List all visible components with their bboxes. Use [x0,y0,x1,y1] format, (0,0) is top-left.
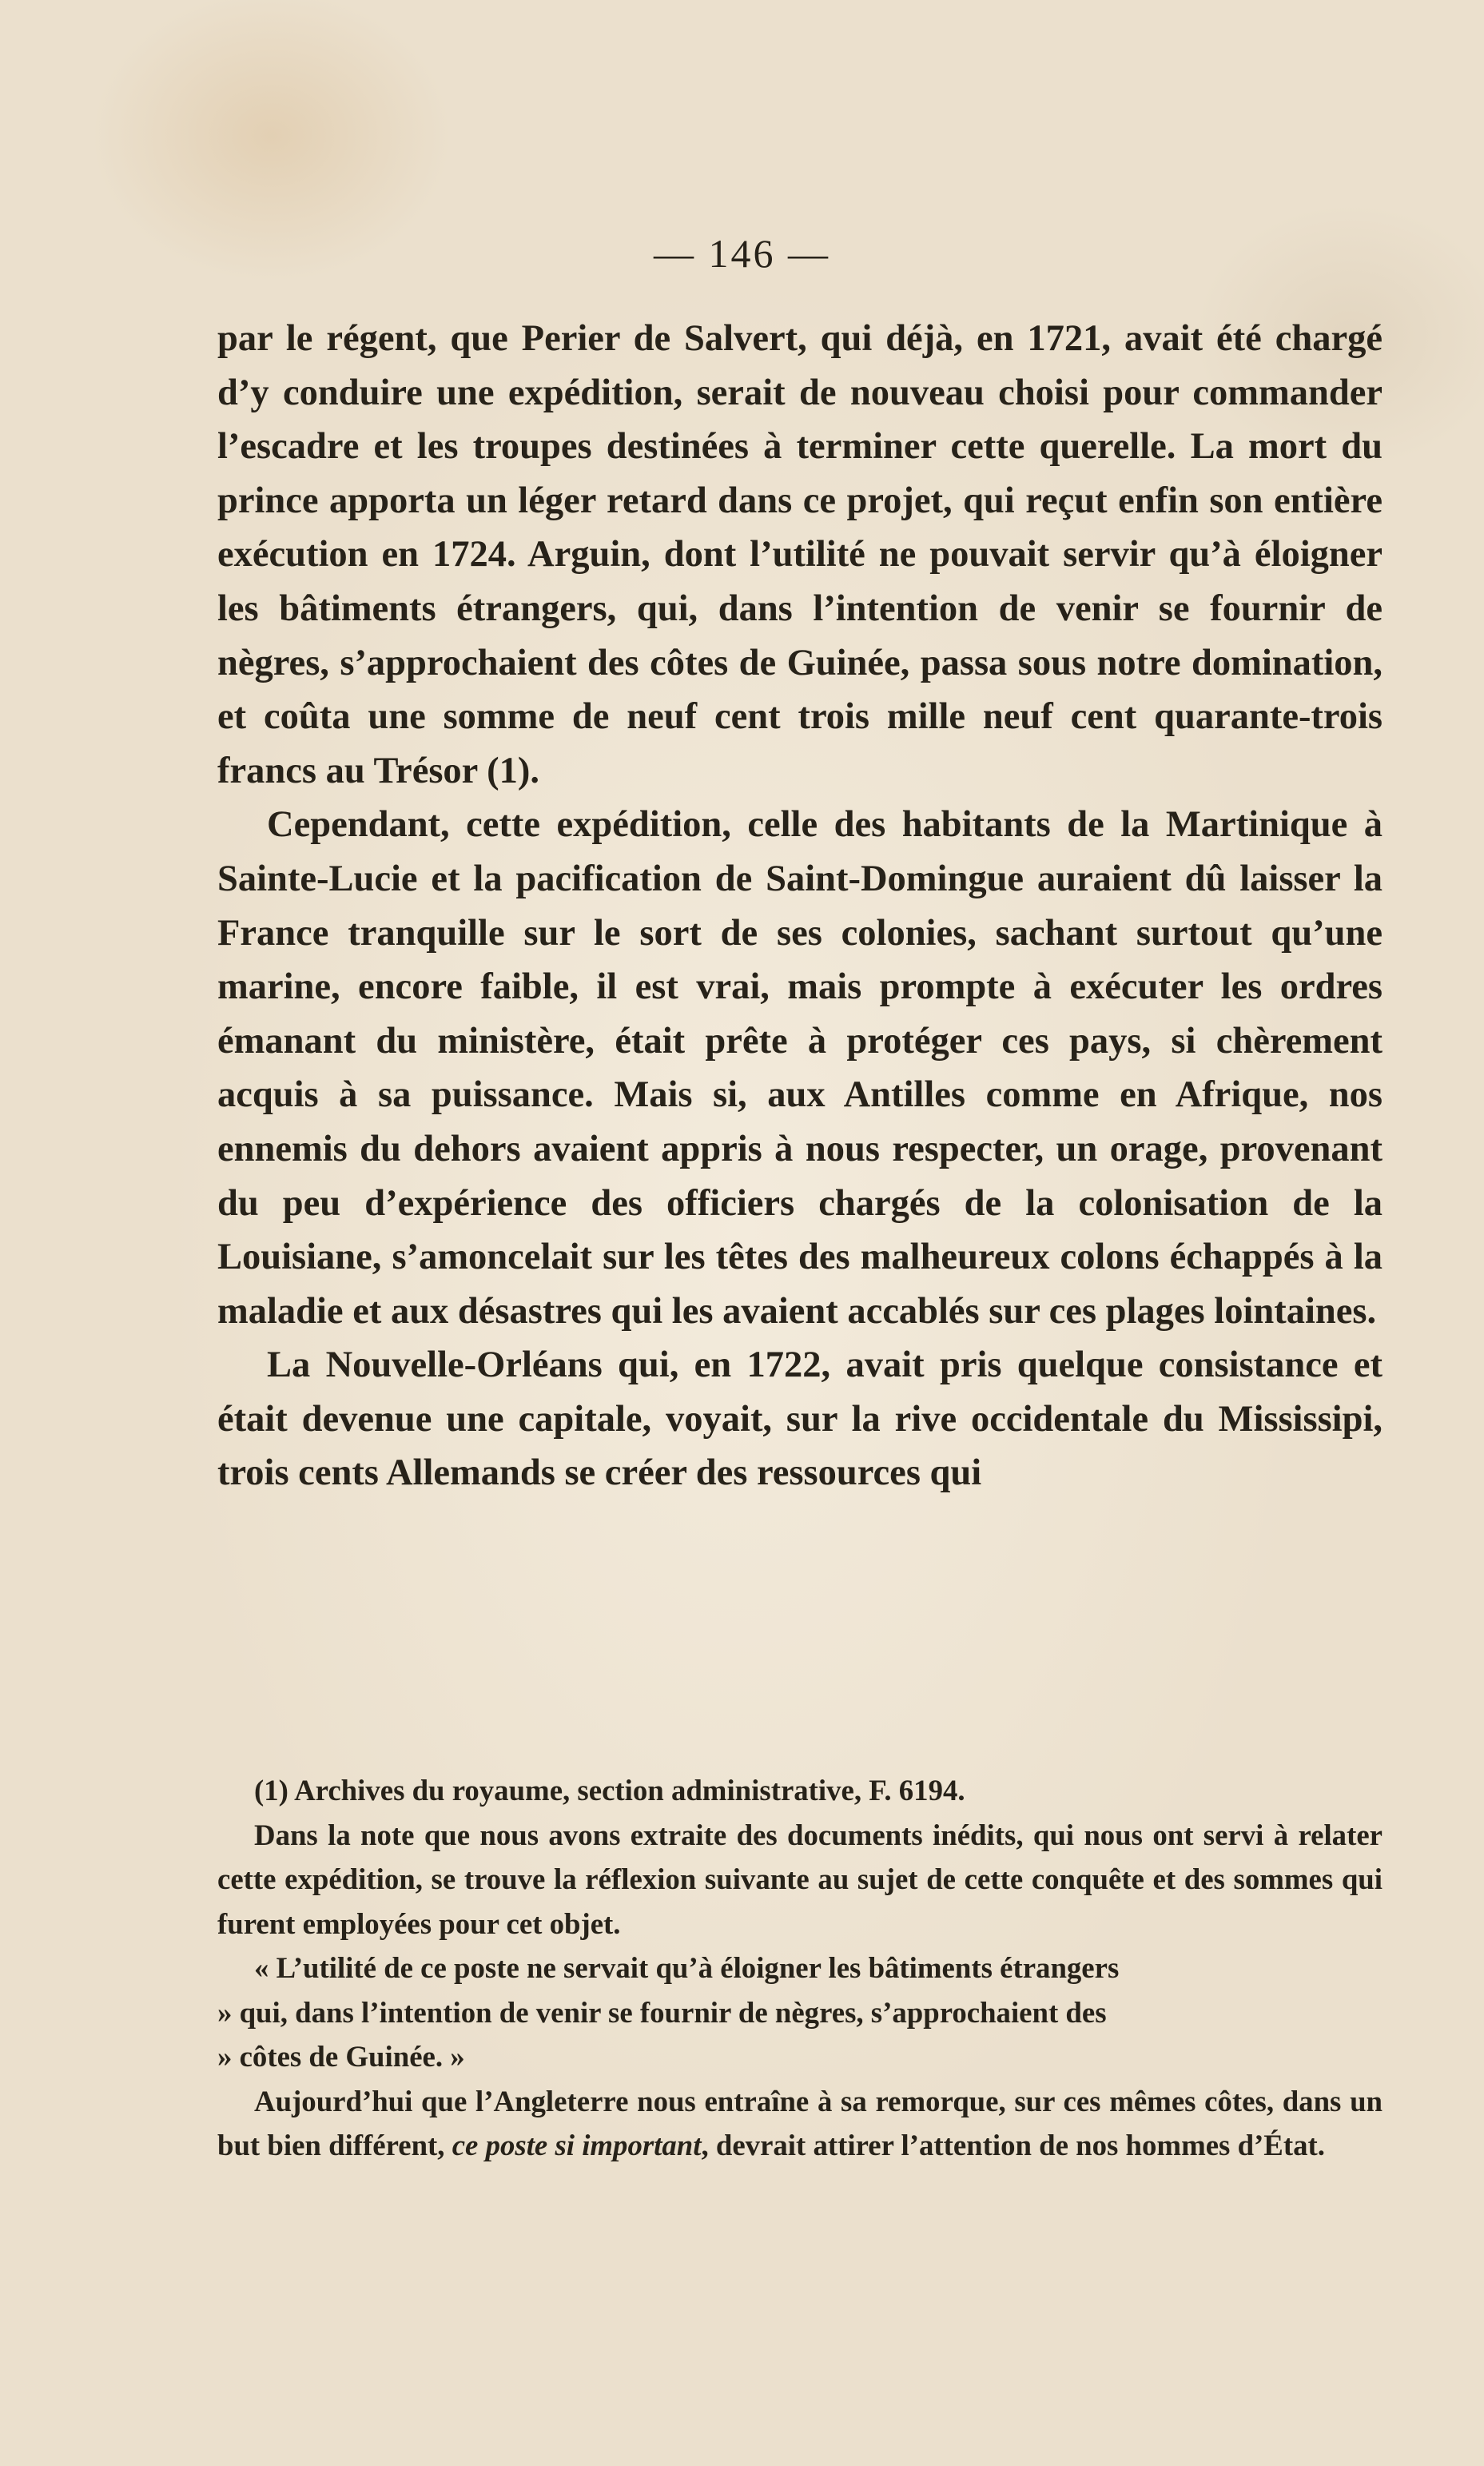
paragraph: La Nouvelle-Orléans qui, en 1722, avait pris quelque consistance et était devenue une capitale, voyait, sur la rive occidentale du Mississipi, trois cents Allemands se créer des ressources qui [217,1345,1383,1494]
footnote-closing-end: , devrait attirer l’attention de nos hommes d’État. [701,2129,1325,2161]
paragraph: par le régent, que Perier de Salvert, qui déjà, en 1721, avait été chargé d’y conduire une expédition, serait de nouveau choisi pour commander l’escadre et les troupes destinées à terminer cette querelle. La mort du prince apporta un léger retard dans ce projet, qui reçut enfin son entière exécution en 1724. Arguin, dont l’utilité ne pouvait servir qu’à éloigner les bâtiments étrangers, qui, dans l’intention de venir se fournir de nègres, s’approchaient des côtes de Guinée, passa sous notre domination, et coûta une somme de neuf cent trois mille neuf cent quarante-trois francs au Trésor (1). [217,318,1383,791]
main-text [217,312,1383,1500]
footnote-quote-line: « L’utilité de ce poste ne servait qu’à éloigner les bâtiments étrangers [254,1951,1120,1984]
footnote-citation: (1) Archives du royaume, section administrative, F. 6194. [254,1774,965,1807]
footnote-closing [217,2079,1383,2168]
page-number: — 146 — [654,231,830,276]
footnote-closing-text: Aujourd’hui que l’Angleterre nous entraîne à sa remorque, sur ces mêmes côtes, dans un but bien différent, [217,2084,1383,2161]
footnote-quote-line: » qui, dans l’intention de venir se fournir de nègres, s’approchaient des [217,1995,1107,2029]
footnote-emphasis: ce poste si important [452,2129,702,2161]
footnotes [217,1768,1383,2168]
footnote-text: Dans la note que nous avons extraite des documents inédits, qui nous ont servi à relater cette expédition, se trouve la réflexion suivante au sujet de cette conquête et des sommes qui furent employées pour cet objet. [217,1818,1383,1940]
footnote-quote-line: » côtes de Guinée. » [217,2040,465,2073]
paragraph: Cependant, cette expédition, celle des habitants de la Martinique à Sainte-Lucie et la pacification de Saint-Domingue auraient dû laisser la France tranquille sur le sort de ses colonies, sachant surtout qu’une marine, encore faible, il est vrai, mais prompte à exécuter les ordres émanant du ministère, était prête à protéger ces pays, si chèrement acquis à sa puissance. Mais si, aux Antilles comme en Afrique, nos ennemis du dehors avaient appris à nous respecter, un orage, provenant du peu d’expérience des officiers chargés de la colonisation de la Louisiane, s’amoncelait sur les têtes des malheureux colons échappés à la maladie et aux désastres qui les avaient accablés sur ces plages lointaines. [217,804,1383,1332]
